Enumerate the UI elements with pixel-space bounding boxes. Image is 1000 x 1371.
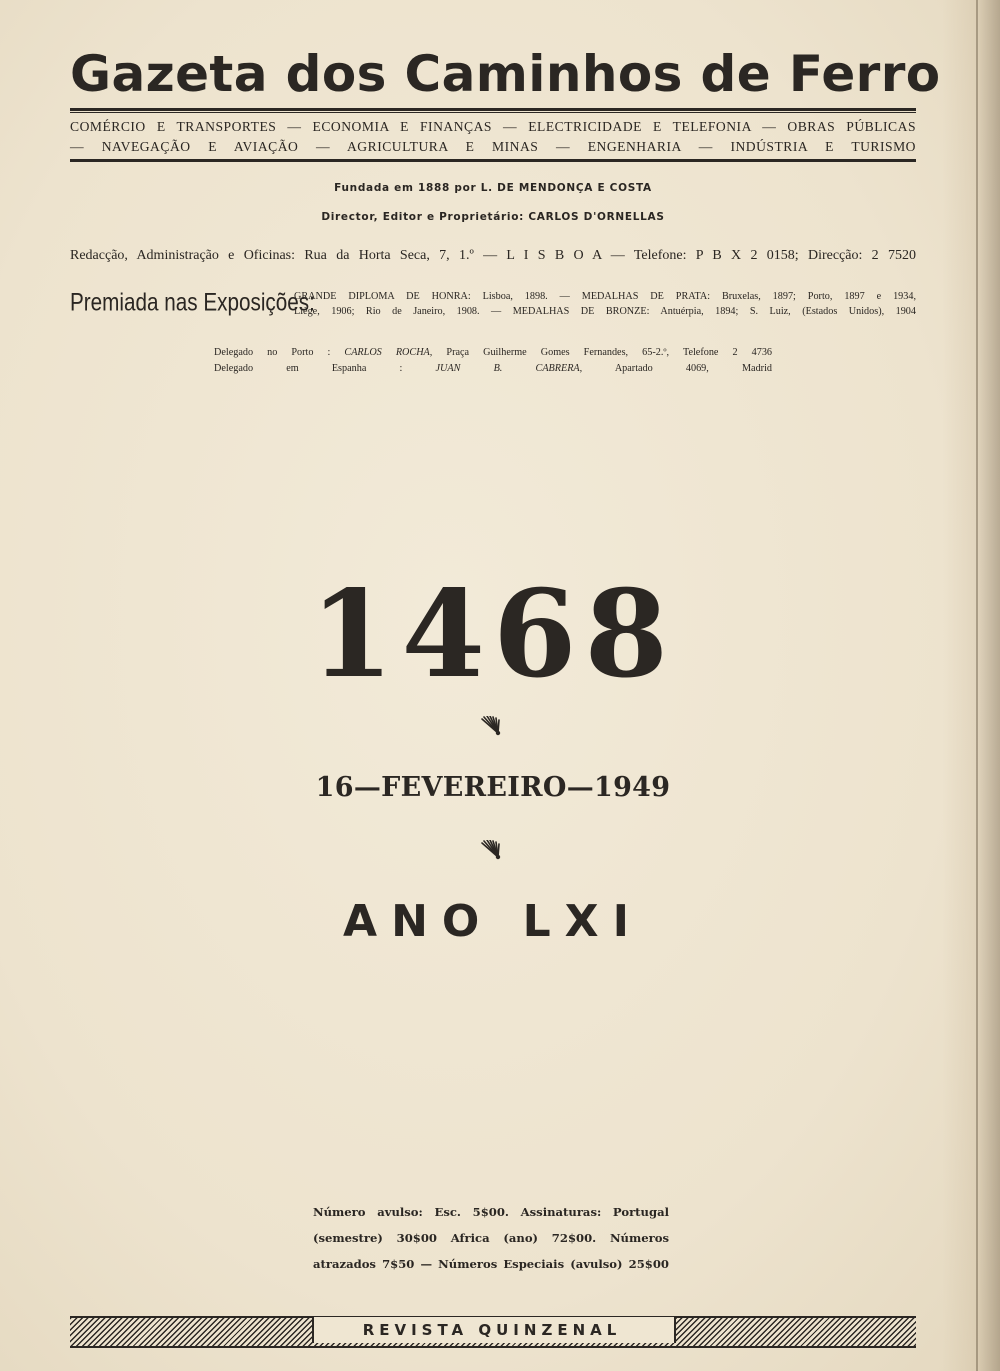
address-line: Redacção, Administração e Oficinas: Rua da Horta Seca, 7, 1.º — L I S B O A — Telefone: P B X 2 0158; Direcção: 2 7520: [70, 248, 916, 263]
fan-ornament-icon: [478, 840, 502, 860]
fan-ornament-icon: [478, 716, 502, 736]
pricing-line-2: (semestre) 30$00 Africa (ano) 72$00. Números: [313, 1231, 669, 1245]
masthead-title: Gazeta dos Caminhos de Ferro: [70, 45, 941, 103]
issue-date: 16—FEVEREIRO—1949: [315, 772, 671, 803]
delegate-porto-prefix: Delegado no Porto :: [214, 347, 331, 358]
awards-line-1: GRANDE DIPLOMA DE HONRA: Lisboa, 1898. — MEDALHAS DE PRATA: Bruxelas, 1897; Porto, 1897 e 1934,: [294, 291, 916, 302]
subjects-rule: [70, 159, 916, 162]
subjects-line-2: — NAVEGAÇÃO E AVIAÇÃO — AGRICULTURA E MINAS — ENGENHARIA — INDÚSTRIA E TURISMO: [70, 139, 916, 154]
page-edge-shadow: [942, 0, 1000, 1371]
director-line: Director, Editor e Proprietário: CARLOS D'ORNELLAS: [321, 211, 665, 223]
delegate-porto-name: CARLOS ROCHA,: [344, 347, 433, 358]
awards-label: Premiada nas Exposições:: [70, 288, 315, 316]
delegate-spain: [214, 362, 772, 376]
issue-number: 1468: [310, 564, 676, 705]
delegate-spain-prefix: Delegado em Espanha :: [214, 363, 403, 374]
subjects-line-1: COMÉRCIO E TRANSPORTES — ECONOMIA E FINANÇAS — ELECTRICIDADE E TELEFONIA — OBRAS PÚBLICAS: [70, 119, 916, 134]
delegate-porto: [214, 346, 772, 360]
founded-line: Fundada em 1888 por L. DE MENDONÇA E COSTA: [334, 182, 652, 194]
issue-year: ANO LXI: [343, 896, 643, 947]
delegate-spain-details: Apartado 4069, Madrid: [614, 363, 772, 374]
awards-line-2: Liège, 1906; Rio de Janeiro, 1908. — MEDALHAS DE BRONZE: Antuérpia, 1894; S. Luiz, (Estados Unidos), 1904: [294, 306, 916, 317]
delegate-porto-details: Praça Guilherme Gomes Fernandes, 65-2.º, Telefone 2 4736: [446, 347, 773, 358]
page-edge-line: [976, 0, 978, 1371]
masthead-rule-thin: [70, 112, 916, 113]
delegate-spain-name: JUAN B. CABRERA,: [435, 363, 583, 374]
pricing-line-3: atrazados 7$50 — Números Especiais (avulso) 25$00: [313, 1257, 669, 1271]
pricing-line-1: Número avulso: Esc. 5$00. Assinaturas: Portugal: [313, 1205, 669, 1219]
footer-label: REVISTA QUINZENAL: [362, 1321, 622, 1339]
masthead-rule-thick: [70, 108, 916, 111]
